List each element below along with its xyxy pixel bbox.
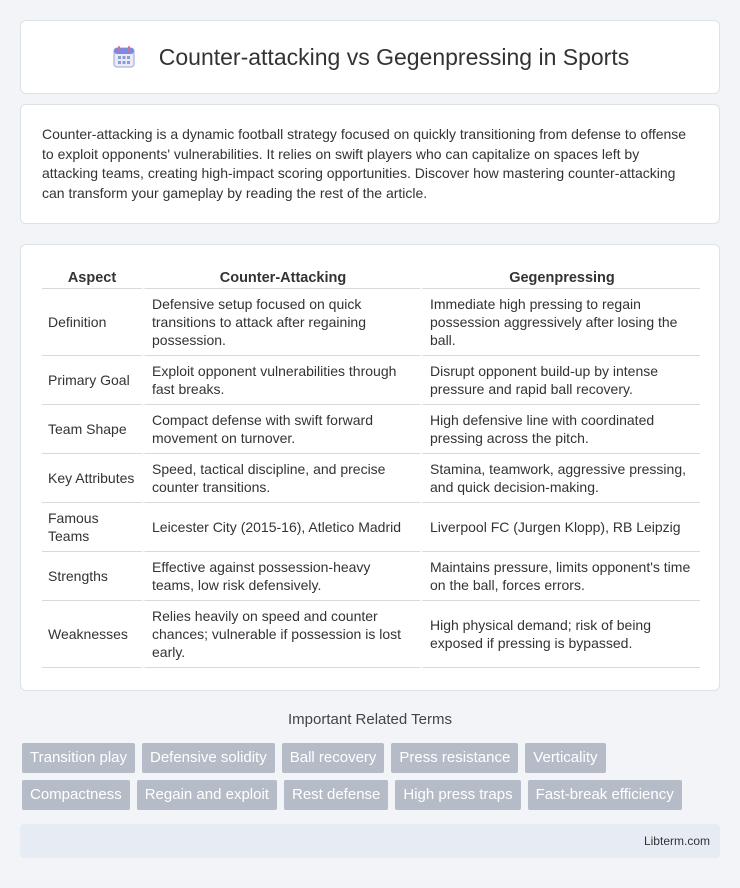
table-row	[42, 454, 700, 503]
header-aspect: Aspect	[42, 267, 142, 289]
row-gegenpressing: Disrupt opponent build-up by intense pressure and rapid ball recovery.	[420, 356, 700, 405]
intro-card	[20, 104, 720, 224]
tag-high-press-traps[interactable]: High press traps	[395, 780, 520, 810]
row-aspect: Weaknesses	[42, 601, 142, 668]
tag-press-resistance[interactable]: Press resistance	[391, 743, 518, 773]
tag-row	[22, 780, 722, 810]
related-terms-title: Important Related Terms	[288, 711, 452, 728]
table-row	[42, 601, 700, 668]
row-gegenpressing: Immediate high pressing to regain possession aggressively after losing the ball.	[420, 289, 700, 356]
tag-fast-break-efficiency[interactable]: Fast-break efficiency	[528, 780, 682, 810]
row-gegenpressing: Stamina, teamwork, aggressive pressing, and quick decision-making.	[420, 454, 700, 503]
intro-text: Counter-attacking is a dynamic football strategy focused on quickly transitioning from defense to offense to exploit opponents' vulnerabilities. It relies on swift players who can capitalize on spaces left by attacking teams, creating high-impact scoring opportunities. Discover how mastering counter-attacking can transform your gameplay by reading the rest of the article.	[42, 126, 687, 201]
row-counter-attacking: Leicester City (2015-16), Atletico Madrid	[142, 503, 420, 552]
comparison-card	[20, 244, 720, 691]
tag-row	[22, 743, 722, 773]
footer-brand-link[interactable]: Libterm.com	[643, 834, 710, 848]
header-gegenpressing: Gegenpressing	[420, 267, 700, 289]
header-counter-attacking: Counter-Attacking	[142, 267, 420, 289]
row-counter-attacking: Speed, tactical discipline, and precise counter transitions.	[142, 454, 420, 503]
header-card	[20, 20, 720, 94]
tag-ball-recovery[interactable]: Ball recovery	[282, 743, 385, 773]
tag-rest-defense[interactable]: Rest defense	[284, 780, 388, 810]
row-gegenpressing: Liverpool FC (Jurgen Klopp), RB Leipzig	[420, 503, 700, 552]
related-terms	[22, 743, 722, 817]
row-gegenpressing: High physical demand; risk of being exposed if pressing is bypassed.	[420, 601, 700, 668]
table-row	[42, 289, 700, 356]
row-counter-attacking: Compact defense with swift forward movement on turnover.	[142, 405, 420, 454]
footer	[20, 824, 720, 858]
row-aspect: Definition	[42, 289, 142, 356]
calendar-icon	[111, 44, 137, 70]
table-row	[42, 503, 700, 552]
comparison-table	[42, 267, 700, 668]
row-gegenpressing: Maintains pressure, limits opponent's time on the ball, forces errors.	[420, 552, 700, 601]
table-header-row	[42, 267, 700, 289]
tag-verticality[interactable]: Verticality	[525, 743, 605, 773]
row-counter-attacking: Effective against possession-heavy teams, low risk defensively.	[142, 552, 420, 601]
tag-regain-and-exploit[interactable]: Regain and exploit	[137, 780, 277, 810]
table-row	[42, 552, 700, 601]
row-counter-attacking: Exploit opponent vulnerabilities through fast breaks.	[142, 356, 420, 405]
row-aspect: Famous Teams	[42, 503, 142, 552]
row-aspect: Key Attributes	[42, 454, 142, 503]
row-aspect: Team Shape	[42, 405, 142, 454]
page-title: Counter-attacking vs Gegenpressing in Sports	[158, 43, 630, 70]
table-row	[42, 405, 700, 454]
tag-compactness[interactable]: Compactness	[22, 780, 130, 810]
tag-defensive-solidity[interactable]: Defensive solidity	[142, 743, 275, 773]
row-gegenpressing: High defensive line with coordinated pressing across the pitch.	[420, 405, 700, 454]
row-counter-attacking: Defensive setup focused on quick transitions to attack after regaining possession.	[142, 289, 420, 356]
row-aspect: Primary Goal	[42, 356, 142, 405]
row-counter-attacking: Relies heavily on speed and counter chances; vulnerable if possession is lost early.	[142, 601, 420, 668]
table-row	[42, 356, 700, 405]
tag-transition-play[interactable]: Transition play	[22, 743, 135, 773]
row-aspect: Strengths	[42, 552, 142, 601]
